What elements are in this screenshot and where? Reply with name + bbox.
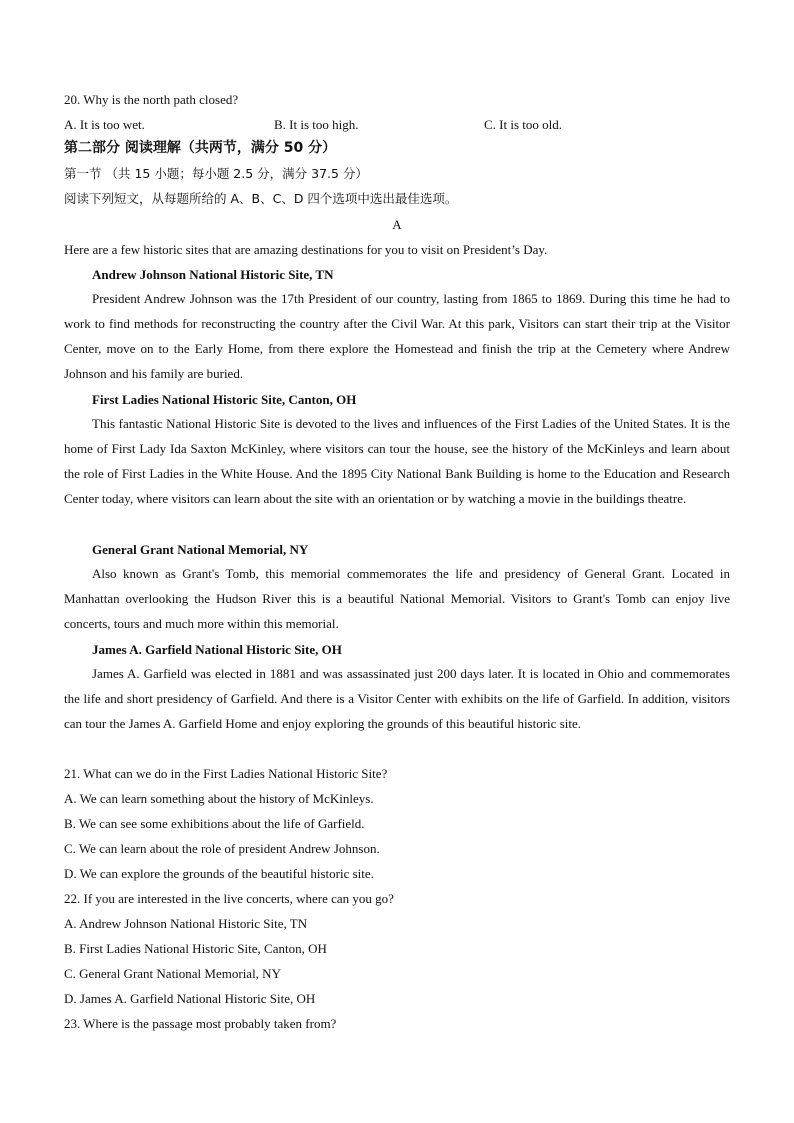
q21-option-a: A. We can learn something about the history of McKinleys. <box>64 791 374 806</box>
site-heading: James A. Garfield National Historic Site, OH <box>92 642 342 657</box>
q21-question: 21. What can we do in the First Ladies National Historic Site? <box>64 766 388 781</box>
q22-option-d: D. James A. Garfield National Historic Site, OH <box>64 991 316 1006</box>
section-instruction: 阅读下列短文，从每题所给的 A、B、C、D 四个选项中选出最佳选项。 <box>64 191 458 206</box>
q20-option-a: A. It is too wet. <box>64 117 145 132</box>
q21-option-c: C. We can learn about the role of president Andrew Johnson. <box>64 841 380 856</box>
section-title: 第二部分 阅读理解（共两节，满分 50 分） <box>64 140 337 156</box>
q21-option-b: B. We can see some exhibitions about the life of Garfield. <box>64 816 365 831</box>
section-subtitle: 第一节 （共 15 小题；每小题 2.5 分，满分 37.5 分） <box>64 166 368 181</box>
q20-option-b: B. It is too high. <box>274 117 359 132</box>
site-heading: Andrew Johnson National Historic Site, TN <box>92 267 334 282</box>
q21-option-d: D. We can explore the grounds of the beautiful historic site. <box>64 866 374 881</box>
site-body: Also known as Grant's Tomb, this memorial commemorates the life and presidency of General Grant. Located in Manhattan overlooking the Hudson River this is a beautiful National Memorial. Visitors to Grant's Tomb can enjoy live concerts, tours and much more within this memorial. <box>64 566 730 631</box>
q22-option-c: C. General Grant National Memorial, NY <box>64 966 281 981</box>
passage-intro: Here are a few historic sites that are amazing destinations for you to visit on President’s Day. <box>64 242 548 257</box>
q22-option-b: B. First Ladies National Historic Site, Canton, OH <box>64 941 327 956</box>
q22-question: 22. If you are interested in the live concerts, where can you go? <box>64 891 394 906</box>
site-heading: General Grant National Memorial, NY <box>92 542 309 557</box>
passage-letter: A <box>392 217 402 232</box>
site-body: This fantastic National Historic Site is devoted to the lives and influences of the First Ladies of the United States. It is the home of First Lady Ida Saxton McKinley, where visitors can tour the house, see the history of the McKinleys and learn about the role of First Ladies in the White House. And the 1895 City National Bank Building is home to the Education and Research Center today, where visitors can learn about the site with an orientation or by watching a movie in the buildings theatre. <box>64 416 730 506</box>
q23-question: 23. Where is the passage most probably taken from? <box>64 1016 337 1031</box>
q20-question: 20. Why is the north path closed? <box>64 92 239 107</box>
q22-option-a: A. Andrew Johnson National Historic Site, TN <box>64 916 308 931</box>
site-body: President Andrew Johnson was the 17th President of our country, lasting from 1865 to 1869. During this time he had to work to find methods for reconstructing the country after the Civil War. At this park, Visitors can start their trip at the Visitor Center, move on to the Early Home, from there explore the Homestead and finish the trip at the Cemetery where Andrew Johnson and his family are buried. <box>64 291 730 381</box>
site-body: James A. Garfield was elected in 1881 and was assassinated just 200 days later. It is located in Ohio and commemorates the life and short presidency of Garfield. And there is a Visitor Center with exhibits on the life of Garfield. In addition, visitors can tour the James A. Garfield Home and enjoy exploring the grounds of this beautiful historic site. <box>64 666 730 731</box>
site-heading: First Ladies National Historic Site, Canton, OH <box>92 392 357 407</box>
q20-option-c: C. It is too old. <box>484 117 563 132</box>
